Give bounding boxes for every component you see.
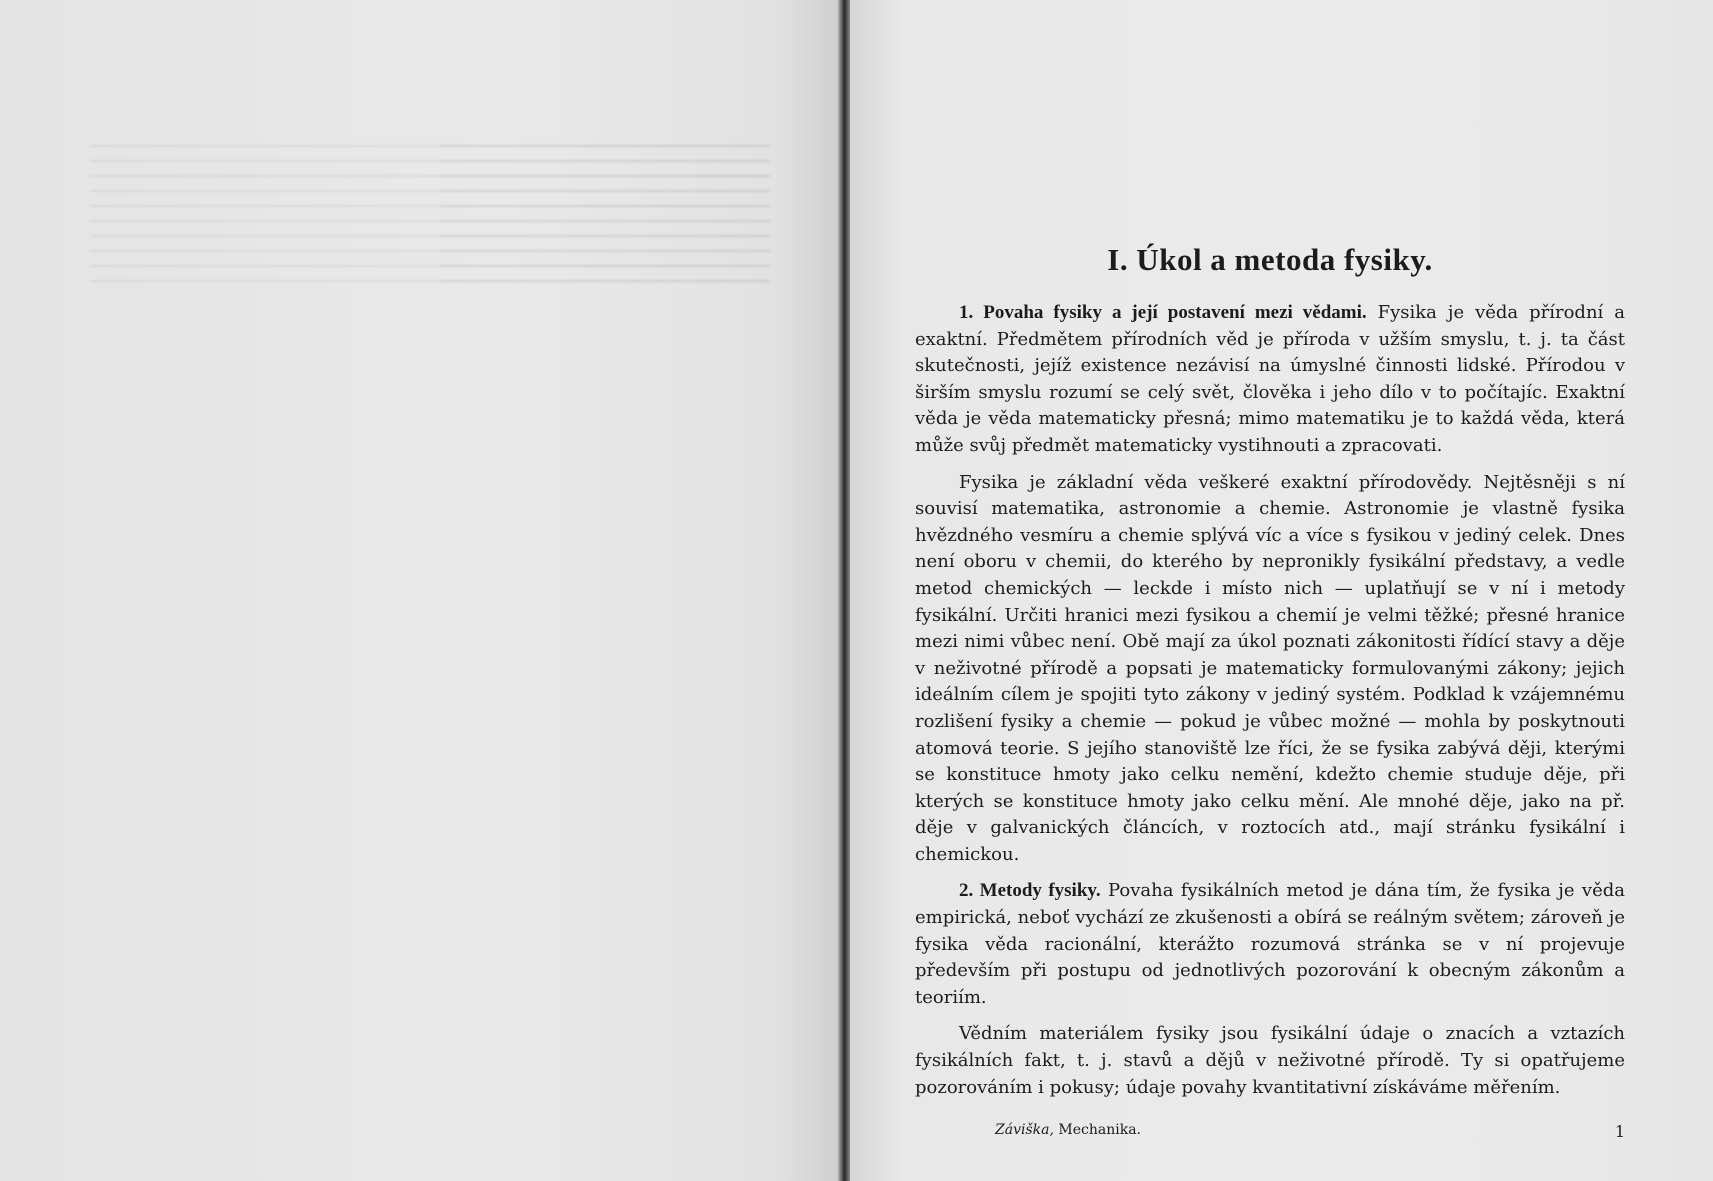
left-page	[0, 0, 840, 1181]
section-2-paragraph-1-text: Povaha fysikálních metod je dána tím, že fysika je věda empirická, neboť vychází ze zkušenosti a obírá se reálným světem; zároveň je fysika věda racionální, kterážto rozumová stránka se v ní projevuje především při postupu od jednotlivých pozorování k obecným zákonům a teoriím.	[915, 880, 1625, 1008]
section-2-heading: 2. Metody fysiky.	[959, 880, 1101, 902]
page-number: 1	[1614, 1122, 1625, 1141]
book-gutter	[838, 0, 850, 1181]
section-1-paragraph-1	[915, 300, 1625, 460]
section-2-paragraph-1	[915, 878, 1625, 1011]
running-footer	[995, 1122, 1141, 1138]
body-text	[915, 300, 1625, 1101]
footer-author: Záviška,	[995, 1122, 1054, 1138]
show-through-text-secondary	[440, 145, 770, 285]
section-2-paragraph-2: Vědním materiálem fysiky jsou fysikální údaje o znacích a vztazích fysikálních fakt, t. j. stavů a dějů v neživotné přírodě. Ty si opatřujeme pozorováním i pokusy; údaje povahy kvantitativní získáváme měřením.	[915, 1023, 1625, 1098]
section-1-paragraph-1-text: Fysika je věda přírodní a exaktní. Předmětem přírodních věd je příroda v užším smyslu, t. j. ta část skutečnosti, jejíž existence nezávisí na úmyslné činnosti lidské. Přírodou v širším smyslu rozumí se celý svět, člověka i jeho dílo v to počítajíc. Exaktní věda je věda matematicky přesná; mimo matematiku je to každá věda, která může svůj předmět matematicky vystihnouti a zpracovati.	[915, 302, 1625, 456]
footer-book-title: Mechanika.	[1058, 1122, 1141, 1138]
chapter-title: I. Úkol a metoda fysiky.	[1107, 242, 1433, 277]
right-page	[850, 0, 1713, 1181]
section-1-paragraph-2: Fysika je základní věda veškeré exaktní přírodovědy. Nejtěsněji s ní souvisí matematika, astronomie a chemie. Astronomie je vlastně fysika hvězdného vesmíru a chemie splývá víc a více s fysikou v jediný celek. Dnes není oboru v chemii, do kterého by nepronikly fysikální představy, a vedle metod chemických — leckde i místo nich — uplatňují se v ní i metody fysikální. Určiti hranici mezi fysikou a chemií je velmi těžké; přesné hranice mezi nimi vůbec není. Obě mají za úkol poznati zákonitosti řídící stavy a děje v neživotné přírodě a popsati je matematicky formulovanými zákony; jejich ideálním cílem je spojiti tyto zákony v jediný systém. Podklad k vzájemnému rozlišení fysiky a chemie — pokud je vůbec možné — mohla by poskytnouti atomová teorie. S jejího stanoviště lze říci, že se fysika zabývá ději, kterými se konstituce hmoty jako celku nemění, kdežto chemie studuje děje, při kterých se konstituce hmoty jako celku mění. Ale mnohé děje, jako na př. děje v galvanických článcích, v roztocích atd., mají stránku fysikální i chemickou.	[915, 471, 1625, 865]
section-1-heading: 1. Povaha fysiky a její postavení mezi vědami.	[959, 302, 1367, 323]
